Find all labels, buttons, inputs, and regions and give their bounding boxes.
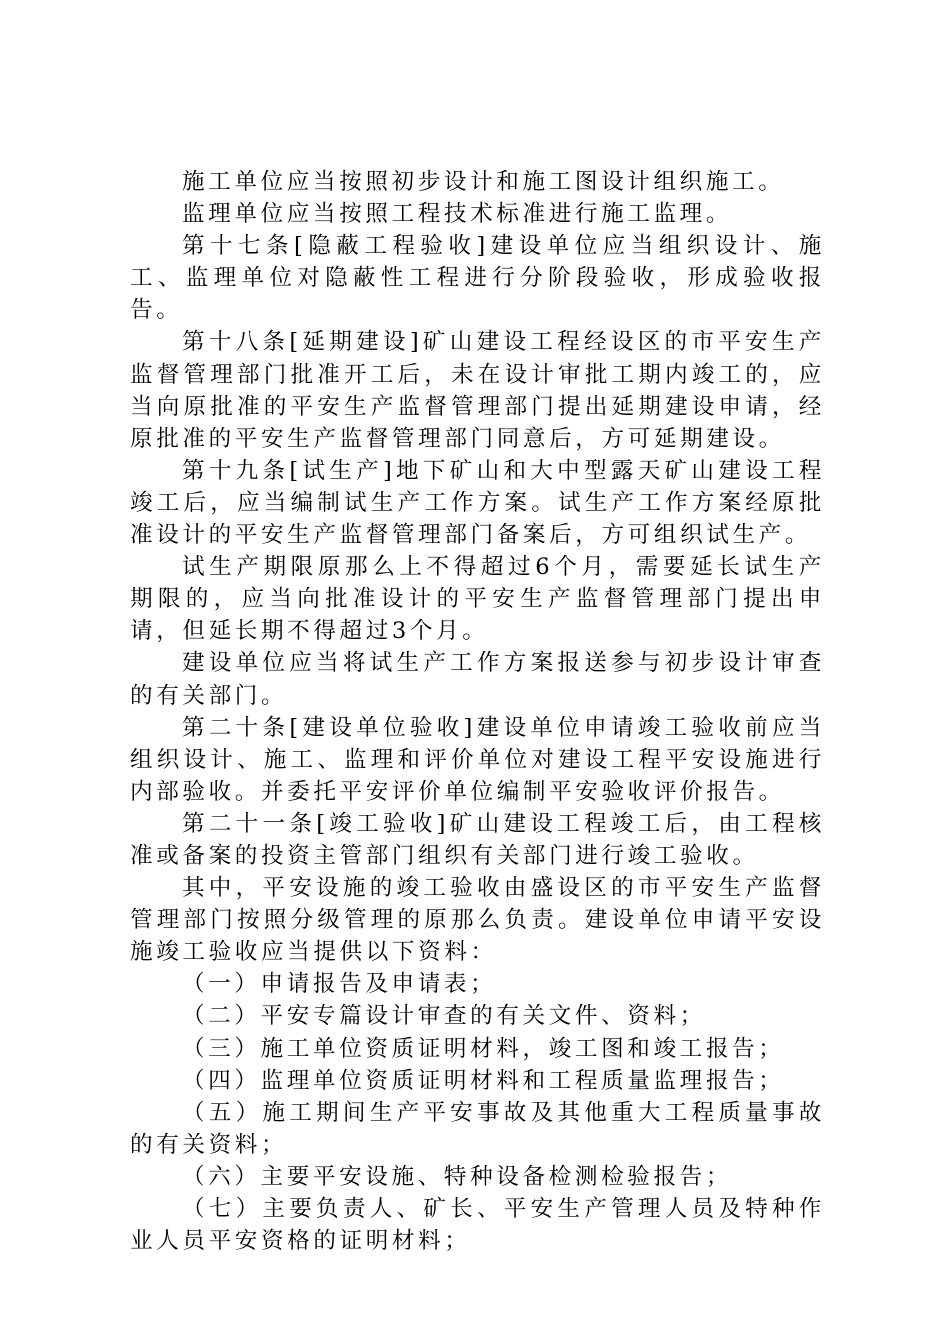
document-body	[130, 166, 825, 1257]
paragraph-article-19: 第十九条[试生产]地下矿山和大中型露天矿山建设工程竣工后，应当编制试生产工作方案。试生产工作方案经原批准设计的平安生产监督管理部门备案后，方可组织试生产。	[130, 457, 825, 549]
list-item-5: （五）施工期间生产平安事故及其他重大工程质量事故的有关资料；	[130, 1099, 825, 1158]
list-item-1: （一）申请报告及申请表；	[181, 971, 497, 998]
list-item-7: （七）主要负责人、矿长、平安生产管理人员及特种作业人员平安资格的证明材料；	[130, 1196, 825, 1255]
paragraph-article-20: 第二十条[建设单位验收]建设单位申请竣工验收前应当组织设计、施工、监理和评价单位对建设工程平安设施进行内部验收。并委托平安评价单位编制平安验收评价报告。	[130, 714, 825, 805]
paragraph-article-17: 第十七条[隐蔽工程验收]建设单位应当组织设计、施工、监理单位对隐蔽性工程进行分阶段验收，形成验收报告。	[130, 233, 825, 324]
list-item-2: （二）平安专篇设计审查的有关文件、资料；	[181, 1003, 706, 1030]
list-item-6: （六）主要平安设施、特种设备检测检验报告；	[181, 1163, 733, 1190]
list-item-3: （三）施工单位资质证明材料，竣工图和竣工报告；	[181, 1035, 785, 1062]
paragraph-trial-period: 试生产期限原那么上不得超过6个月，需要延长试生产期限的，应当向批准设计的平安生产监督管理部门提出申请，但延长期不得超过3个月。	[130, 554, 825, 645]
paragraph-trial-plan-submission: 建设单位应当将试生产工作方案报送参与初步设计审查的有关部门。	[130, 650, 825, 709]
paragraph-article-18: 第十八条[延期建设]矿山建设工程经设区的市平安生产监督管理部门批准开工后，未在设计审批工期内竣工的，应当向原批准的平安生产监督管理部门提出延期建设申请，经原批准的平安生产监督管理部门同意后，方可延期建设。	[130, 329, 825, 452]
paragraph-article-21: 第二十一条[竣工验收]矿山建设工程竣工后，由工程核准或备案的投资主管部门组织有关部门进行竣工验收。	[130, 810, 825, 869]
paragraph-supervision-unit: 监理单位应当按照工程技术标准进行施工监理。	[181, 201, 733, 228]
paragraph-acceptance-materials: 其中，平安设施的竣工验收由盛设区的市平安生产监督管理部门按照分级管理的原那么负责。建设单位申请平安设施竣工验收应当提供以下资料：	[130, 875, 825, 966]
list-item-4: （四）监理单位资质证明材料和工程质量监理报告；	[181, 1067, 785, 1094]
paragraph-construction-unit: 施工单位应当按照初步设计和施工图设计组织施工。	[181, 169, 785, 195]
